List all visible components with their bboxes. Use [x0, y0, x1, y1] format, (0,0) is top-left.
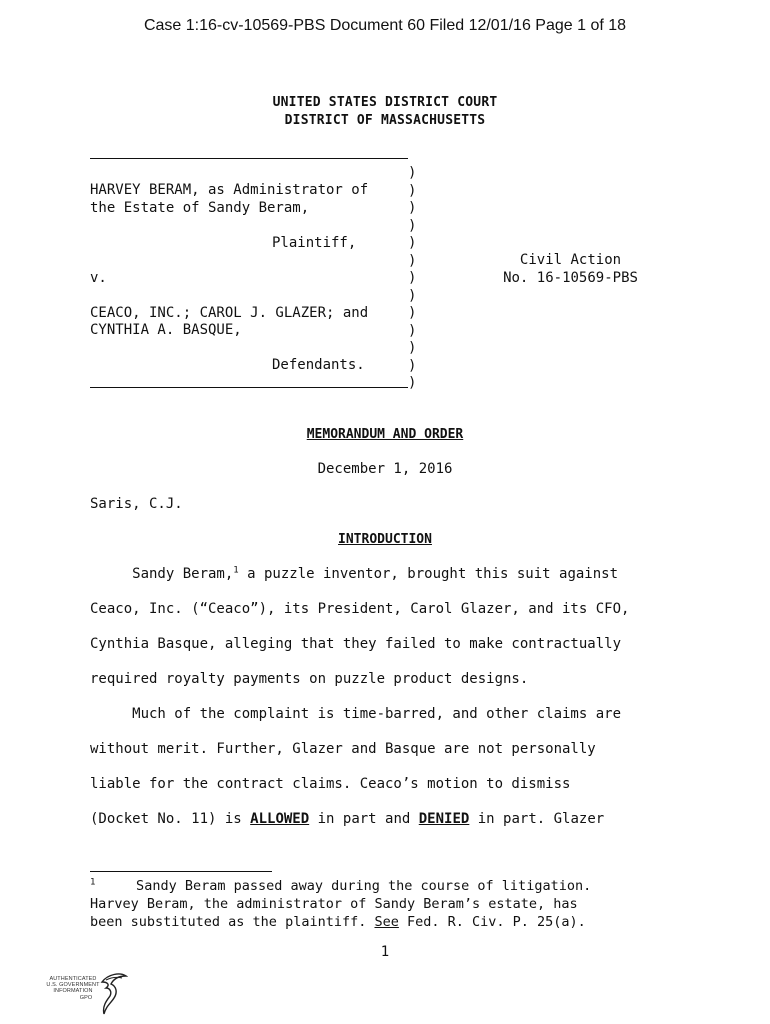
document-title: [0, 427, 770, 442]
plaintiff-name-line-2: the Estate of Sandy Beram,: [90, 199, 310, 216]
section-heading: [0, 532, 770, 547]
gpo-logo-line: AUTHENTICATED: [49, 976, 97, 982]
page-number: 1: [380, 944, 390, 960]
versus-label: v.: [90, 269, 107, 286]
civil-action-label: Civil Action: [519, 252, 622, 268]
gpo-logo-line: INFORMATION: [53, 988, 93, 995]
judge-name: Saris, C.J.: [90, 496, 183, 512]
footnote-ref: 1: [233, 565, 239, 576]
eagle-icon: [98, 972, 128, 1016]
caption-top-rule: [90, 158, 408, 159]
footnote-number: 1: [90, 877, 96, 888]
body-line-6: without merit. Further, Glazer and Basque are not personally: [90, 741, 596, 757]
footnote-text: Sandy Beram passed away during the course of litigation.: [95, 878, 592, 894]
body-line-8: [90, 811, 604, 827]
see-signal: See: [374, 914, 399, 930]
body-text: Sandy Beram,: [90, 566, 234, 582]
filing-header: Case 1:16-cv-10569-PBS Document 60 Filed 12/01/16 Page 1 of 18: [143, 17, 627, 34]
defendants-role: Defendants.: [272, 357, 365, 373]
body-text: (Docket No. 11) is: [90, 811, 251, 827]
court-line-2: DISTRICT OF MASSACHUSETTS: [284, 112, 486, 128]
gpo-logo-line: U.S. GOVERNMENT: [46, 982, 100, 989]
footnote-line-1: [90, 878, 591, 894]
docket-number: No. 16-10569-PBS: [503, 269, 638, 286]
body-line-3: Cynthia Basque, alleging that they failed to make contractually: [90, 636, 622, 652]
court-name: [0, 94, 770, 129]
body-text: in part and: [309, 811, 419, 827]
body-line-4: required royalty payments on puzzle product designs.: [90, 671, 529, 687]
section-heading-text: INTRODUCTION: [338, 532, 432, 547]
plaintiff-name-line-1: HARVEY BERAM, as Administrator of: [90, 182, 369, 198]
document-title-text: MEMORANDUM AND ORDER: [306, 427, 464, 442]
order-date: December 1, 2016: [317, 461, 453, 477]
footnote-rule: [90, 871, 272, 872]
gpo-logo-line: GPO: [79, 994, 93, 1001]
body-line-7: liable for the contract claims. Ceaco’s motion to dismiss: [90, 776, 571, 792]
body-line-1: [90, 566, 618, 582]
civil-action-number: [498, 252, 643, 287]
body-line-5: Much of the complaint is time-barred, and other claims are: [90, 706, 622, 722]
caption-parentheses: ) ) ) ) ) ) ) ) ) ) ) ) ): [408, 165, 417, 391]
body-text: a puzzle inventor, brought this suit against: [238, 566, 619, 582]
body-text: in part. Glazer: [469, 811, 605, 827]
plaintiff-role: Plaintiff,: [272, 234, 357, 251]
defendants-line-2: CYNTHIA A. BASQUE,: [90, 322, 242, 338]
gpo-authentication-logo: [42, 972, 132, 1018]
footnote-text: been substituted as the plaintiff.: [90, 914, 375, 930]
caption-bottom-rule: [90, 387, 408, 388]
allowed-ruling: ALLOWED: [250, 811, 310, 827]
body-line-2: Ceaco, Inc. (“Ceaco”), its President, Carol Glazer, and its CFO,: [90, 601, 630, 617]
footnote-text: Fed. R. Civ. P. 25(a).: [398, 914, 586, 930]
footnote-line-3: [90, 914, 586, 930]
denied-ruling: DENIED: [418, 811, 470, 827]
court-line-1: UNITED STATES DISTRICT COURT: [272, 95, 498, 110]
gpo-logo-text: [42, 976, 104, 1001]
footnote-line-2: Harvey Beram, the administrator of Sandy Beram’s estate, has: [90, 896, 578, 912]
defendants-line-1: CEACO, INC.; CAROL J. GLAZER; and: [90, 304, 369, 321]
